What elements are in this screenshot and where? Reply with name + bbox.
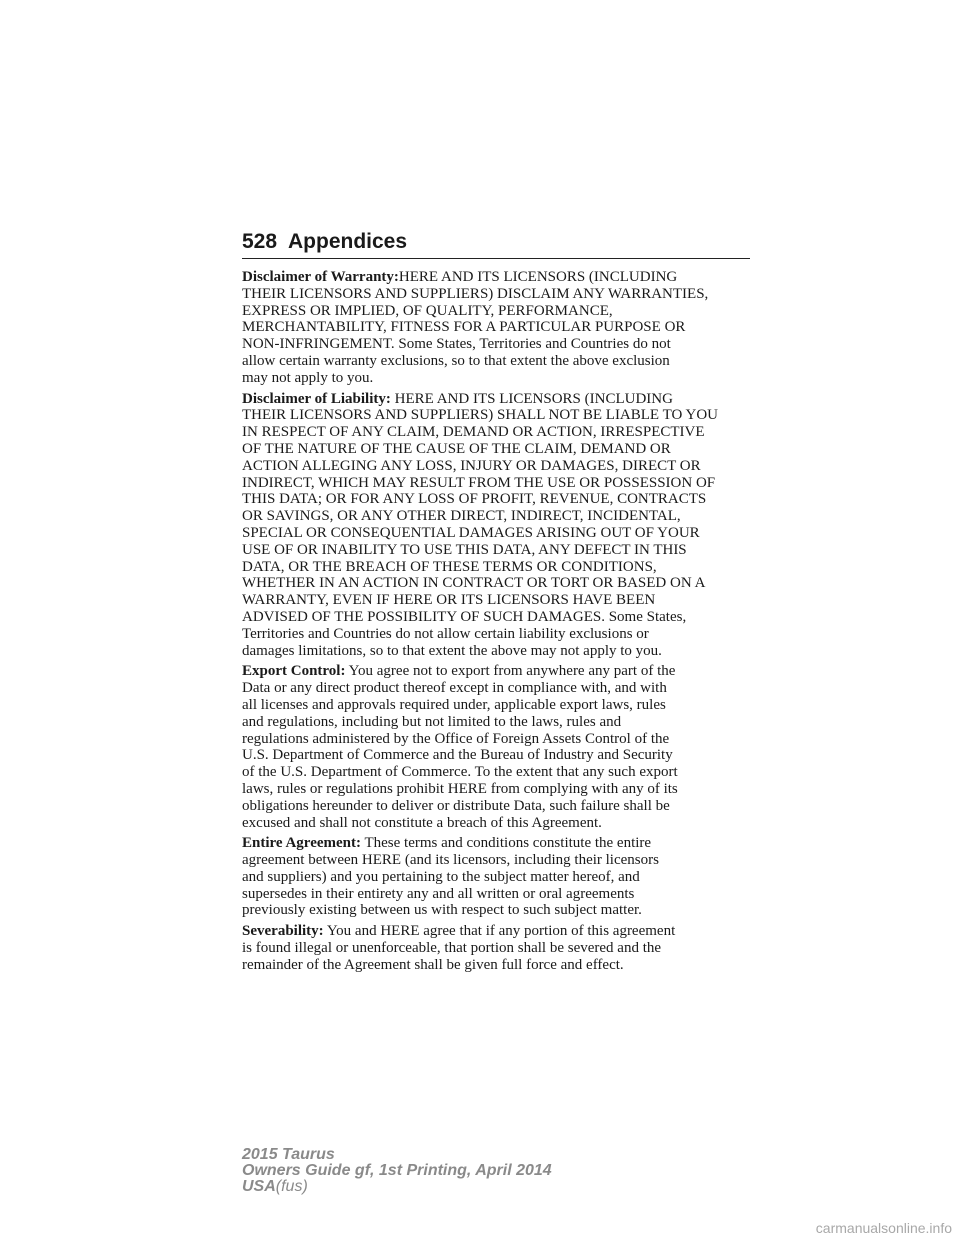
text-line: WHETHER IN AN ACTION IN CONTRACT OR TORT OR BASED ON A <box>242 575 706 592</box>
footer-region: USA(fus) <box>242 1178 308 1195</box>
text-line: INDIRECT, WHICH MAY RESULT FROM THE USE OR POSSESSION OF <box>242 474 716 491</box>
footer-edition: Owners Guide gf, 1st Printing, April 2014 <box>242 1162 552 1179</box>
text-line: THEIR LICENSORS AND SUPPLIERS) SHALL NOT BE LIABLE TO YOU <box>242 407 718 424</box>
text-line: of the U.S. Department of Commerce. To the extent that any such export <box>242 764 678 781</box>
watermark: carmanualsonline.info <box>815 1220 952 1236</box>
text-line: Disclaimer of Liability: HERE AND ITS LICENSORS (INCLUDING <box>242 390 673 407</box>
paragraph-disclaimer-of-liability <box>242 391 752 660</box>
paragraph-label: Disclaimer of Liability: <box>242 390 391 407</box>
text-line: laws, rules or regulations prohibit HERE from complying with any of its <box>242 780 678 797</box>
text-line: Severability: You and HERE agree that if any portion of this agreement <box>242 923 676 940</box>
text-line: may not apply to you. <box>242 369 374 386</box>
text-line: OF THE NATURE OF THE CAUSE OF THE CLAIM, DEMAND OR <box>242 440 671 457</box>
footer-model: 2015 Taurus <box>242 1146 335 1163</box>
paragraph-label: Disclaimer of Warranty: <box>242 269 399 285</box>
text-line: ADVISED OF THE POSSIBILITY OF SUCH DAMAGES. Some States, <box>242 608 687 625</box>
paragraph-label: Entire Agreement: <box>242 835 361 852</box>
text-line: OR SAVINGS, OR ANY OTHER DIRECT, INDIRECT, INCIDENTAL, <box>242 508 681 525</box>
text-line: obligations hereunder to deliver or distribute Data, such failure shall be <box>242 797 670 814</box>
text-line: USE OF OR INABILITY TO USE THIS DATA, ANY DEFECT IN THIS <box>242 541 687 558</box>
text-line: ACTION ALLEGING ANY LOSS, INJURY OR DAMAGES, DIRECT OR <box>242 457 701 474</box>
paragraph-severability <box>242 923 752 973</box>
text-line: Disclaimer of Warranty:HERE AND ITS LICENSORS (INCLUDING <box>242 269 678 285</box>
text-line: regulations administered by the Office of Foreign Assets Control of the <box>242 730 670 747</box>
footer-region-code: (fus) <box>275 1178 308 1195</box>
paragraph-label: Severability: <box>242 923 324 940</box>
text-line: MERCHANTABILITY, FITNESS FOR A PARTICULAR PURPOSE OR <box>242 319 686 336</box>
text-line: and suppliers) and you pertaining to the subject matter hereof, and <box>242 868 640 885</box>
text-line: allow certain warranty exclusions, so to that extent the above exclusion <box>242 352 670 369</box>
text-line: NON-INFRINGEMENT. Some States, Territories and Countries do not <box>242 336 671 353</box>
text-line: previously existing between us with respect to such subject matter. <box>242 902 642 919</box>
paragraph-entire-agreement <box>242 835 752 919</box>
text-line: THIS DATA; OR FOR ANY LOSS OF PROFIT, REVENUE, CONTRACTS <box>242 491 707 508</box>
document-body <box>242 269 752 978</box>
page-header <box>242 228 750 259</box>
page-number: 528 <box>242 230 278 253</box>
paragraph-disclaimer-of-warranty <box>242 269 752 387</box>
text-line: U.S. Department of Commerce and the Bureau of Industry and Security <box>242 747 673 764</box>
text-line: Export Control: You agree not to export from anywhere any part of the <box>242 663 676 680</box>
text-line: SPECIAL OR CONSEQUENTIAL DAMAGES ARISING OUT OF YOUR <box>242 524 700 541</box>
text-line: damages limitations, so to that extent the above may not apply to you. <box>242 642 662 659</box>
text-line: remainder of the Agreement shall be given full force and effect. <box>242 956 624 973</box>
text-line: EXPRESS OR IMPLIED, OF QUALITY, PERFORMANCE, <box>242 302 613 319</box>
text-line: WARRANTY, EVEN IF HERE OR ITS LICENSORS HAVE BEEN <box>242 592 656 609</box>
text-line: IN RESPECT OF ANY CLAIM, DEMAND OR ACTION, IRRESPECTIVE <box>242 424 705 441</box>
text-line: Entire Agreement: These terms and conditions constitute the entire <box>242 835 652 852</box>
text-line: THEIR LICENSORS AND SUPPLIERS) DISCLAIM ANY WARRANTIES, <box>242 285 709 302</box>
section-title: Appendices <box>288 230 408 253</box>
paragraph-export-control <box>242 663 752 831</box>
text-line: excused and shall not constitute a breach of this Agreement. <box>242 814 602 831</box>
text-line: is found illegal or unenforceable, that portion shall be severed and the <box>242 940 662 957</box>
text-line: supersedes in their entirety any and all written or oral agreements <box>242 885 635 902</box>
text-line: and regulations, including but not limited to the laws, rules and <box>242 713 622 730</box>
text-line: DATA, OR THE BREACH OF THESE TERMS OR CONDITIONS, <box>242 558 657 575</box>
text-line: Data or any direct product thereof except in compliance with, and with <box>242 680 667 697</box>
text-line: all licenses and approvals required under, applicable export laws, rules <box>242 696 666 713</box>
page-footer <box>242 1147 552 1195</box>
text-line: Territories and Countries do not allow certain liability exclusions or <box>242 625 649 642</box>
text-line: agreement between HERE (and its licensors, including their licensors <box>242 852 659 869</box>
paragraph-label: Export Control: <box>242 663 346 680</box>
